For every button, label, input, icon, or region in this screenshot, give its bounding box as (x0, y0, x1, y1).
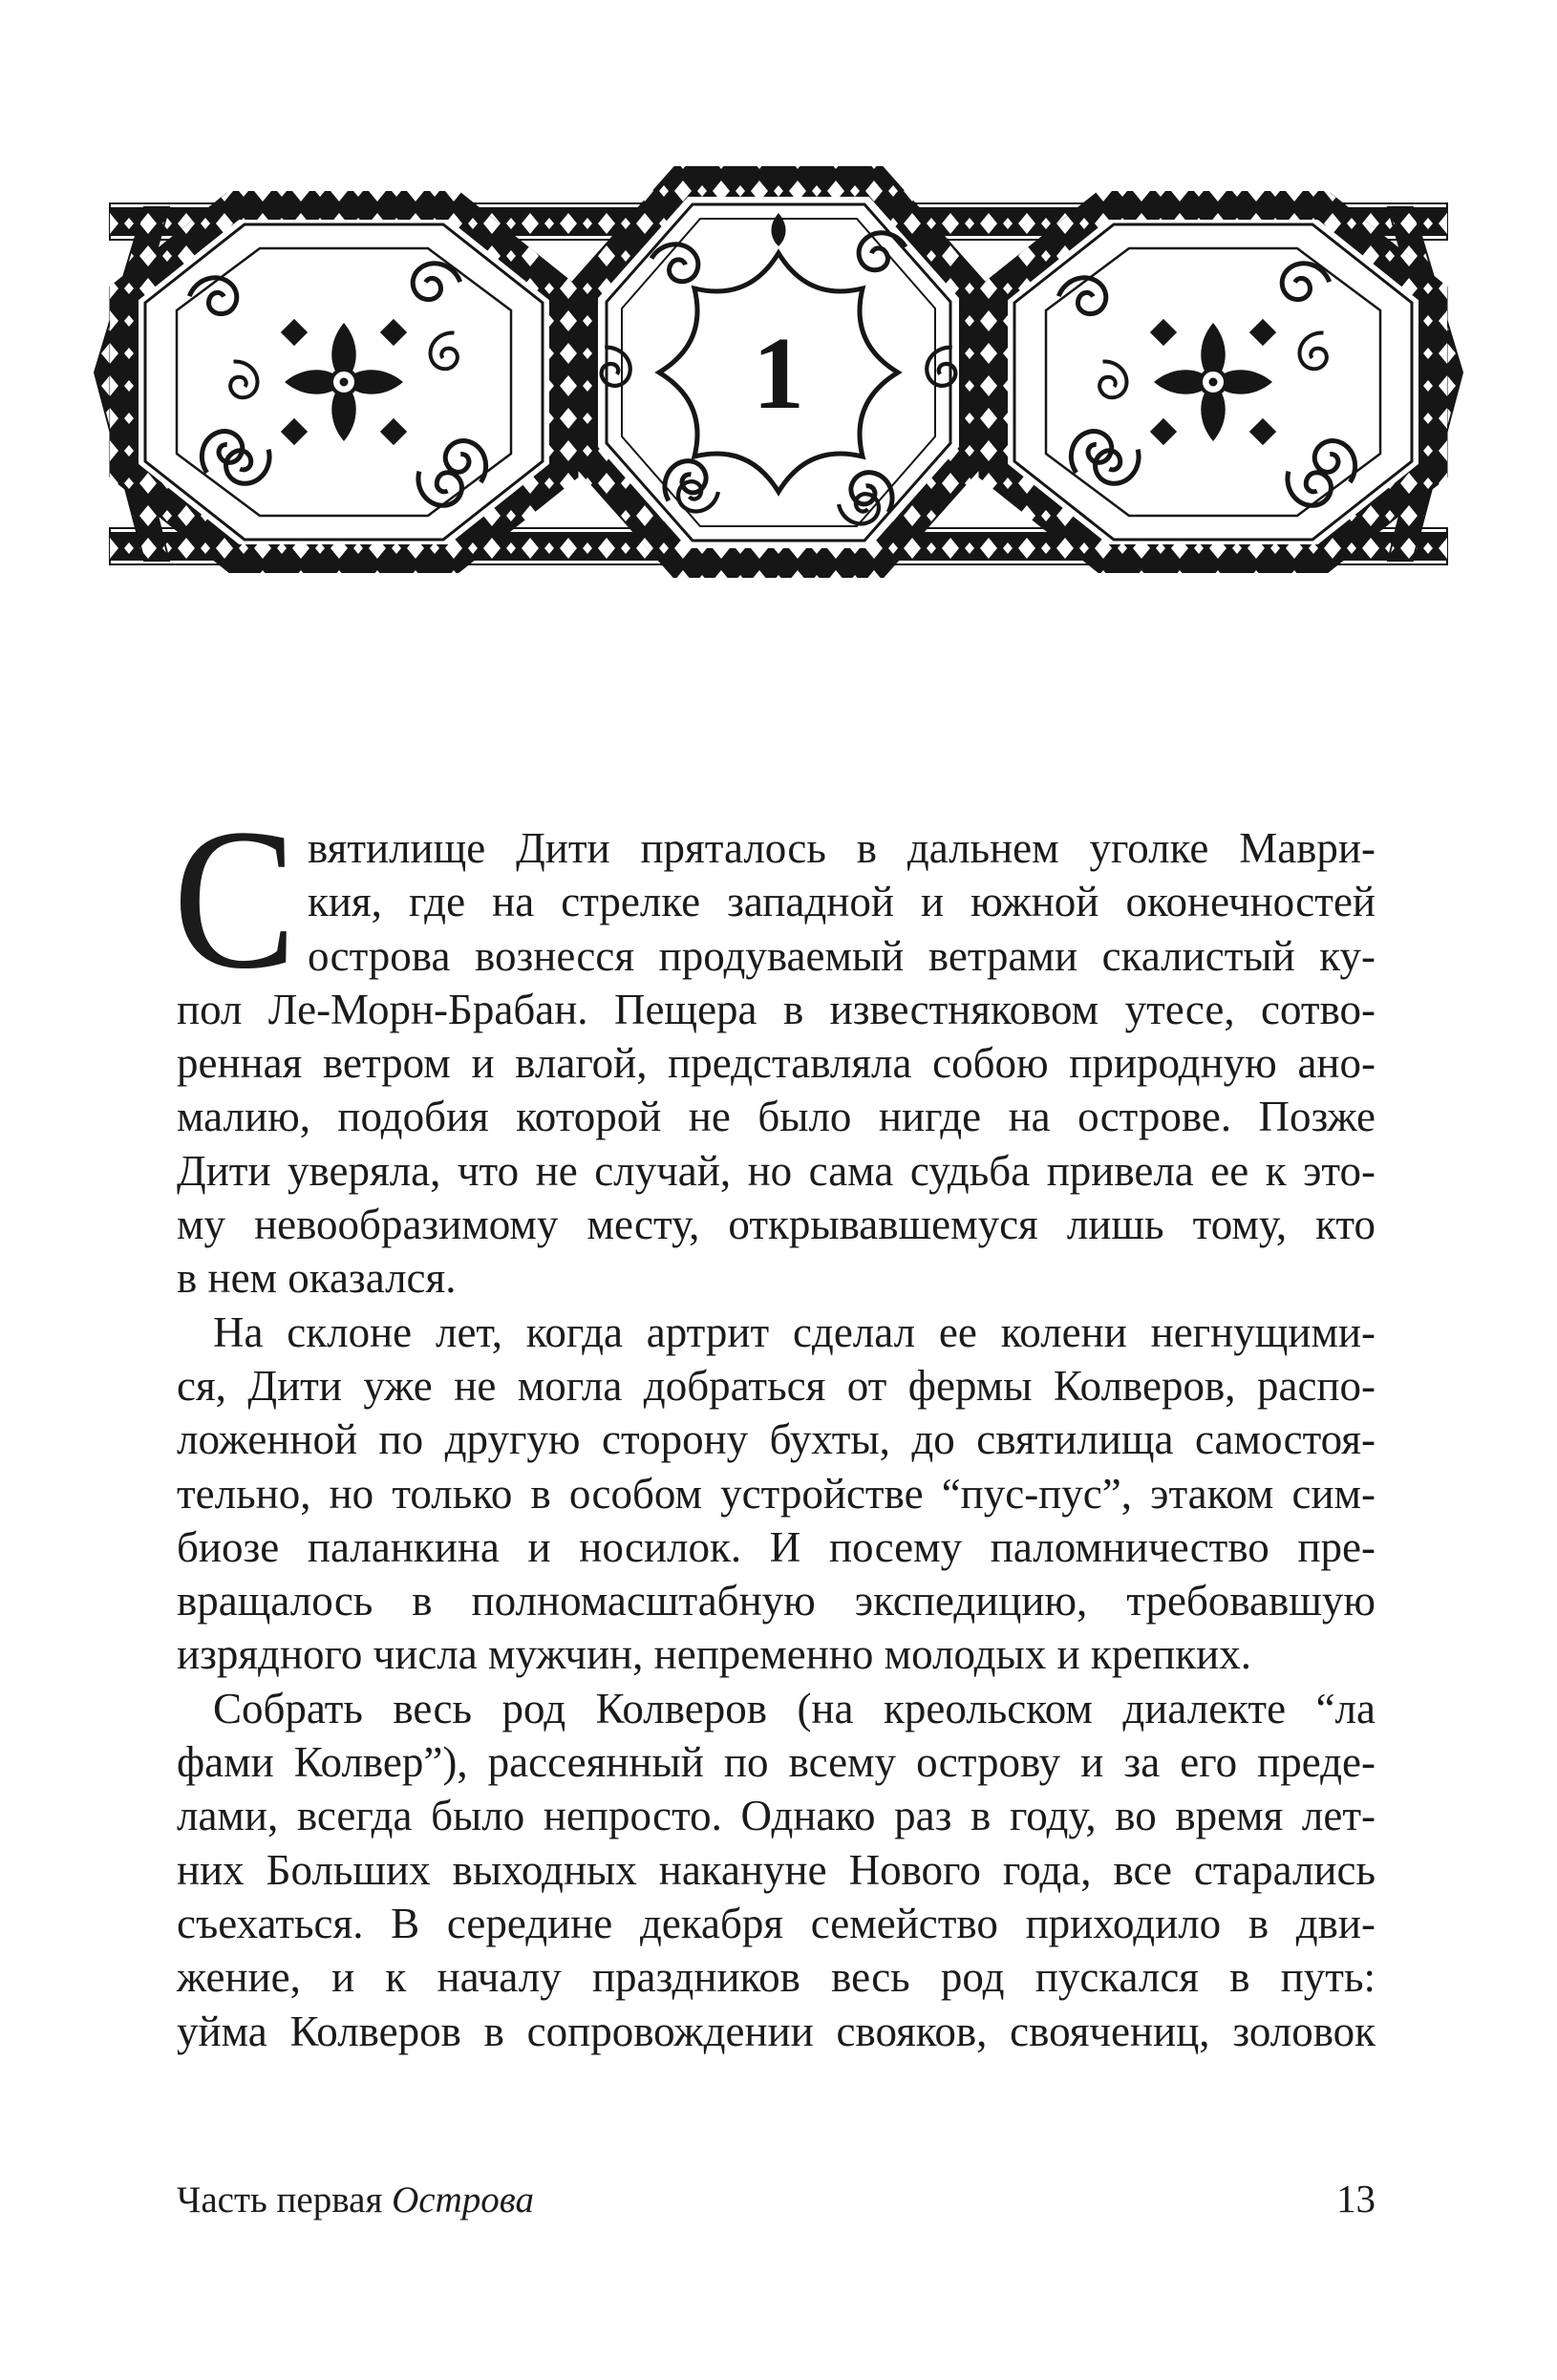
text-line: жение, и к началу праздников весь род пускался в путь: (177, 1953, 1376, 2002)
text-line: изрядного числа мужчин, непременно молодых и крепких. (177, 1630, 1251, 1679)
text-line: му невообразимому месту, открывавшемуся лишь тому, кто (177, 1201, 1376, 1249)
page-number: 13 (1336, 2177, 1376, 2221)
text-line: тельно, но только в особом устройстве “пус-пус”, этаком сим- (177, 1469, 1376, 1518)
left-medallion (111, 194, 577, 561)
part-title: Острова (392, 2179, 534, 2221)
text-line: ложенной по другую сторону бухты, до святилища самостоя- (177, 1415, 1376, 1464)
text-line: них Больших выходных накануне Нового года, все старались (177, 1845, 1376, 1894)
text-line: пол Ле-Морн-Брабан. Пещера в известняковом утесе, сотво- (177, 985, 1376, 1033)
text-line: фами Колвер”), рассеянный по всему острову и за его преде- (177, 1738, 1376, 1787)
right-medallion (980, 194, 1446, 561)
drop-cap: С (173, 787, 297, 1010)
body-text (177, 821, 1376, 2058)
running-footer (177, 2179, 534, 2221)
chapter-number: 1 (753, 317, 804, 431)
paragraph (177, 1306, 1376, 1682)
text-line: Дити уверяла, что не случай, но сама судьба привела ее к это- (177, 1146, 1376, 1195)
text-line: съехаться. В середине декабря семейство приходило в дви- (177, 1899, 1376, 1947)
paragraph (177, 1682, 1376, 2058)
text-line: вятилище Дити пряталось в дальнем уголке Маври- (308, 824, 1376, 872)
text-line: На склоне лет, когда артрит сделал ее колени негнущими- (213, 1307, 1376, 1356)
text-line: кия, где на стрелке западной и южной оконечностей (308, 878, 1376, 926)
text-line: лами, всегда было непросто. Однако раз в году, во время лет- (177, 1792, 1376, 1840)
part-label: Часть первая (177, 2179, 383, 2221)
text-line: острова вознесся продуваемый ветрами скалистый ку- (308, 931, 1376, 980)
text-line: ся, Дити уже не могла добраться от фермы Колверов, распо- (177, 1361, 1376, 1410)
text-line: Собрать весь род Колверов (на креольском диалекте “ла (213, 1684, 1376, 1732)
paragraph (177, 821, 1376, 1306)
chapter-headpiece-ornament (91, 100, 1466, 578)
center-medallion (569, 168, 988, 577)
text-line: вращалось в полномасштабную экспедицию, требовавшую (177, 1577, 1376, 1626)
text-line: биозе паланкина и носилок. И посему паломничество пре- (177, 1522, 1376, 1571)
text-line: в нем оказался. (177, 1254, 457, 1303)
text-line: уйма Колверов в сопровождении свояков, своячениц, золовок (177, 2007, 1376, 2055)
text-line: ренная ветром и влагой, представляла собою природную ано- (177, 1039, 1376, 1088)
text-line: малию, подобия которой не было нигде на острове. Позже (177, 1093, 1376, 1141)
